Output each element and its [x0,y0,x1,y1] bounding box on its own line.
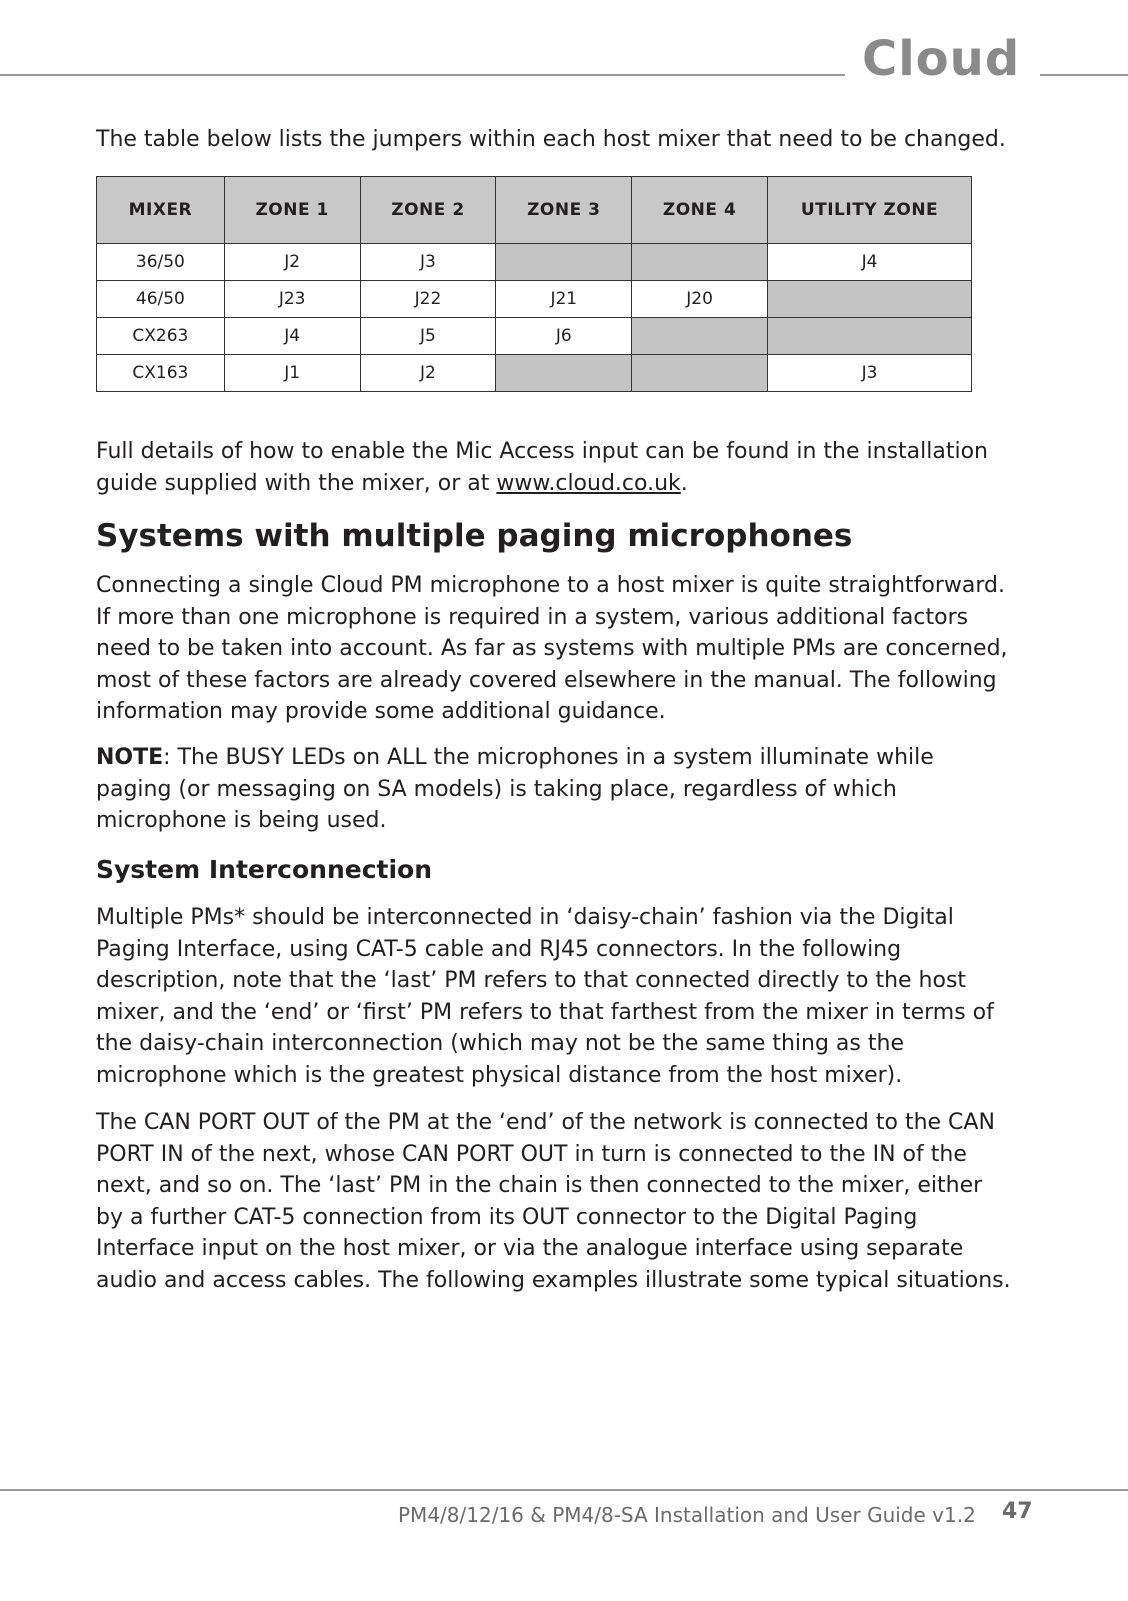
table-header-cell: MIXER [97,177,225,244]
header-rule-right [1040,74,1128,76]
note-text: : The BUSY LEDs on ALL the microphones in a system illuminate while paging (or messaging on SA models) is taking place, regardless of which microphone is being used. [96,745,934,833]
table-header-cell: ZONE 4 [632,177,768,244]
table-row [97,244,972,281]
subsection-title: System Interconnection [96,855,433,884]
table-cell-empty [496,355,632,392]
table-cell: J2 [360,355,496,392]
table-cell: J5 [360,318,496,355]
table-cell: CX263 [97,318,225,355]
table-header-cell: UTILITY ZONE [768,177,972,244]
intro-text: The table below lists the jumpers within each host mixer that need to be changed. [96,127,1006,152]
cloud-website-link[interactable]: www.cloud.co.uk [496,470,681,496]
table-row [97,318,972,355]
table-cell: J22 [360,281,496,318]
details-text: Full details of how to enable the Mic Access input can be found in the installation guide supplied with the mixer, or at [96,439,988,496]
table-cell: CX163 [97,355,225,392]
footer-title: PM4/8/12/16 & PM4/8-SA Installation and User Guide v1.2 [398,1503,976,1527]
details-after: . [680,470,688,496]
note-label: NOTE [96,745,164,770]
table-cell: J2 [224,244,360,281]
table-cell: J4 [224,318,360,355]
table-row [97,281,972,318]
table-cell: J3 [768,355,972,392]
table-cell: J4 [768,244,972,281]
table-row [97,355,972,392]
table-header-cell: ZONE 1 [224,177,360,244]
table-cell-empty [632,244,768,281]
table-header-cell: ZONE 3 [496,177,632,244]
note-paragraph [96,742,1016,837]
table-cell: 46/50 [97,281,225,318]
paragraph-interconnection: Multiple PMs* should be interconnected in ‘daisy-chain’ fashion via the Digital Paging Interface, using CAT-5 cable and RJ45 connectors. In the following description, note that the ‘last’ PM refers to that connected directly to the host mixer, and the ‘end’ or ‘first’ PM refers to that farthest from the mixer in terms of the daisy-chain interconnection (which may not be the same thing as the microphone which is the greatest physical distance from the host mixer). [96,905,994,1088]
table-cell-empty [768,281,972,318]
table-cell-empty [632,355,768,392]
table-cell-empty [496,244,632,281]
table-cell-empty [632,318,768,355]
details-paragraph [96,436,1016,499]
paragraph-can-port: The CAN PORT OUT of the PM at the ‘end’ of the network is connected to the CAN PORT IN of the next, whose CAN PORT OUT in turn is connected to the IN of the next, and so on. The ‘last’ PM in the chain is then connected to the mixer, either by a further CAT-5 connection from its OUT connector to the Digital Paging Interface input on the host mixer, or via the analogue interface using separate audio and access cables. The following examples illustrate some typical situations. [96,1110,1011,1293]
table-cell: J1 [224,355,360,392]
cloud-logo: Cloud [862,31,1021,87]
section-title: Systems with multiple paging microphones [96,518,853,554]
table-cell: J20 [632,281,768,318]
footer-rule [0,1489,1128,1491]
table-cell: J21 [496,281,632,318]
table-cell: J3 [360,244,496,281]
header-rule-left [0,74,845,76]
table-cell: 36/50 [97,244,225,281]
table-header-cell: ZONE 2 [360,177,496,244]
jumper-table [96,176,972,392]
table-cell: J23 [224,281,360,318]
table-header-row [97,177,972,244]
table-cell: J6 [496,318,632,355]
page-number: 47 [1002,1499,1033,1524]
paragraph-single-mic: Connecting a single Cloud PM microphone to a host mixer is quite straightforward. If more than one microphone is required in a system, various additional factors need to be taken into account. As far as systems with multiple PMs are concerned, most of these factors are already covered elsewhere in the manual. The following information may provide some additional guidance. [96,573,1008,724]
table-cell-empty [768,318,972,355]
